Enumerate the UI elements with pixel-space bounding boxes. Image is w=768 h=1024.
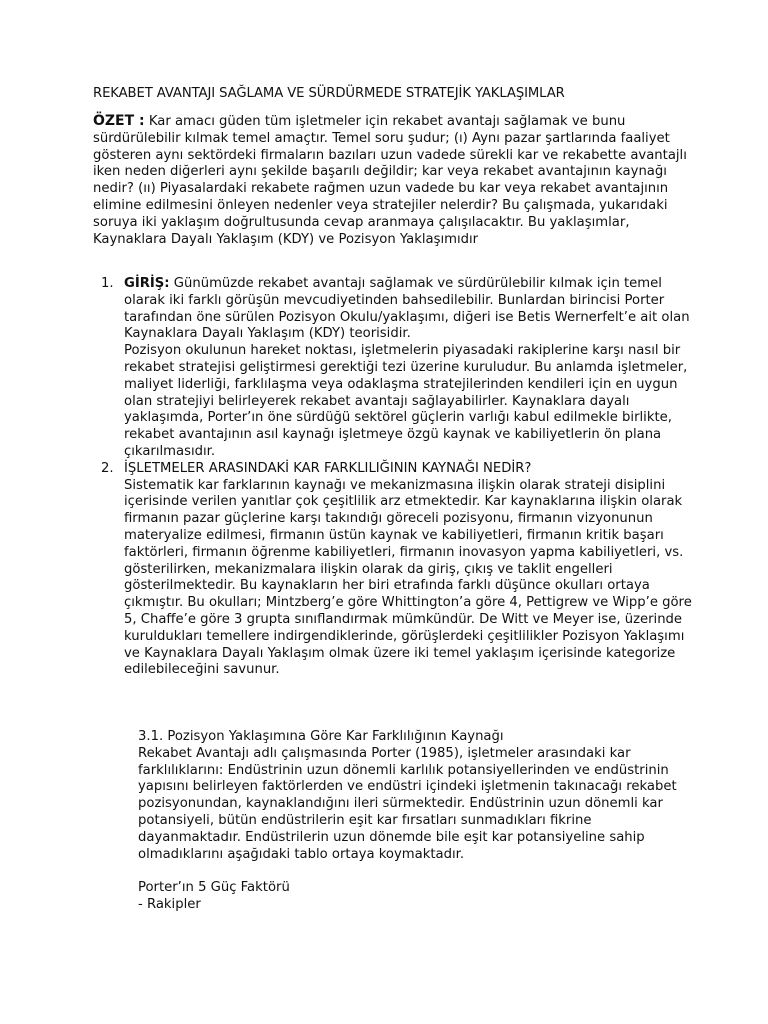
abstract-label: ÖZET : [93, 113, 145, 129]
figure-title: Porter’ın 5 Güç Faktörü [138, 880, 290, 896]
section-text: Sistematik kar farklarının kaynağı ve mekanizmasına ilişkin olarak strateji disiplini içerisinde verilen yanıtlar çok çeşitlilik arz etmektedir. Kar kaynaklarına ilişkin olarak firmanın pazar güçlerine karşı takındığı göreceli pozisyonu, firmanın vizyonunun materyalize edilmesi, firmanın üstün kaynak ve kabiliyetleri, firmanın kritik başarı faktörleri, firmanın öğrenme kabiliyetleri, firmanın inovasyon yapma kabiliyetleri, vs. gösterilirken, mekanizmalara ilişkin olarak da giriş, çıkış ve taklit engelleri gösterilmektedir. Bu kaynakların her biri etrafında farklı düşünce okulları ortaya çıkmıştır. Bu okulları; Mintzberg’e göre Whittington’a göre 4, Pettigrew ve Wipp’e göre 5, Chaffe’e göre 3 grupta sınıflandırmak mümkündür. De Witt ve Meyer ise, üzerinde kuruldukları temellere indirgendiklerinde, görüşlerdeki çeşitlilikler Pozisyon Yaklaşımı ve Kaynaklara Dayalı Yaklaşım olmak üzere iki temel yaklaşım içerisinde kategorize edilebileceğini savunur. [124, 477, 692, 678]
document-title: REKABET AVANTAJI SAĞLAMA VE SÜRDÜRMEDE STRATEJİK YAKLAŞIMLAR [93, 86, 565, 101]
section-number: 1. [101, 276, 114, 291]
figure-list-item: - Rakipler [138, 896, 201, 912]
subsection-position-approach [138, 729, 698, 914]
section-number: 2. [101, 460, 114, 476]
abstract-paragraph [93, 113, 693, 248]
section-profit-difference [93, 461, 693, 679]
section-introduction [93, 276, 693, 461]
subsection-heading: 3.1. Pozisyon Yaklaşımına Göre Kar Farklılığının Kaynağı [138, 729, 504, 744]
subsection-text: Rekabet Avantajı adlı çalışmasında Porter (1985), işletmeler arasındaki kar farklılıklarını: Endüstrinin uzun dönemli karlılık potansiyellerinden ve endüstrinin yapısını belirleyen faktörlerden ve endüstri içindeki işletmenin takınacağı rekabet pozisyonundan, kaynaklandığını ileri sürmektedir. Endüstrinin uzun dönemli kar potansiyeli, bütün endüstrilerin eşit kar fırsatları sunmadıkları fikrine dayanmaktadır. Endüstrilerin uzun dönemde bile eşit kar potansiyeline sahip olmadıklarını aşağıdaki tablo ortaya koymaktadır. [138, 745, 677, 862]
paragraph-gap [138, 863, 698, 880]
section-heading: İŞLETMELER ARASINDAKİ KAR FARKLILIĞININ KAYNAĞI NEDİR? [124, 460, 532, 476]
section-text: Günümüzde rekabet avantajı sağlamak ve sürdürülebilir kılmak için temel olarak iki farklı görüşün mevcudiyetinden bahsedilebilir. Bunlardan birincisi Porter tarafından öne sürülen Pozisyon Okulu/yaklaşımı, diğeri ise Betis Wernerfelt’e ait olan Kaynaklara Dayalı Yaklaşım (KDY) teorisidir. [124, 276, 690, 342]
section-text-continued: Pozisyon okulunun hareket noktası, işletmelerin piyasadaki rakiplerine karşı nasıl bir rekabet stratejisi geliştirmesi gerektiği tezi üzerine kuruludur. Bu anlamda işletmeler, maliyet liderliği, farklılaşma veya odaklaşma stratejilerinden kendileri için en uygun olan stratejiyi belirleyerek rekabet avantajı sağlayabilirler. Kaynaklara dayalı yaklaşımda, Porter’ın öne sürdüğü sektörel güçlerin varlığı kabul edilmekle birlikte, rekabet avantajının asıl kaynağı işletmeye özgü kaynak ve kabiliyetlerin ön plana çıkarılmasıdır. [124, 343, 688, 459]
section-list [93, 276, 693, 679]
section-heading: GİRİŞ: [124, 276, 170, 291]
abstract-text: Kar amacı güden tüm işletmeler için rekabet avantajı sağlamak ve bunu sürdürülebilir kılmak temel amaçtır. Temel soru şudur; (ı) Aynı pazar şartlarında faaliyet gösteren aynı sektördeki firmaların bazıları uzun vadede sürekli kar ve rekabette avantajlı iken neden diğerleri aynı şekilde başarılı değildir; kar veya rekabet avantajının kaynağı nedir? (ıı) Piyasalardaki rekabete rağmen uzun vadede bu kar veya rekabet avantajının elimine edilmesini önleyen nedenler veya stratejiler nelerdir? Bu çalışmada, yukarıdaki soruya iki yaklaşım doğrultusunda cevap aranmaya çalışılacaktır. Bu yaklaşımlar, Kaynaklara Dayalı Yaklaşım (KDY) ve Pozisyon Yaklaşımıdır [93, 114, 687, 247]
